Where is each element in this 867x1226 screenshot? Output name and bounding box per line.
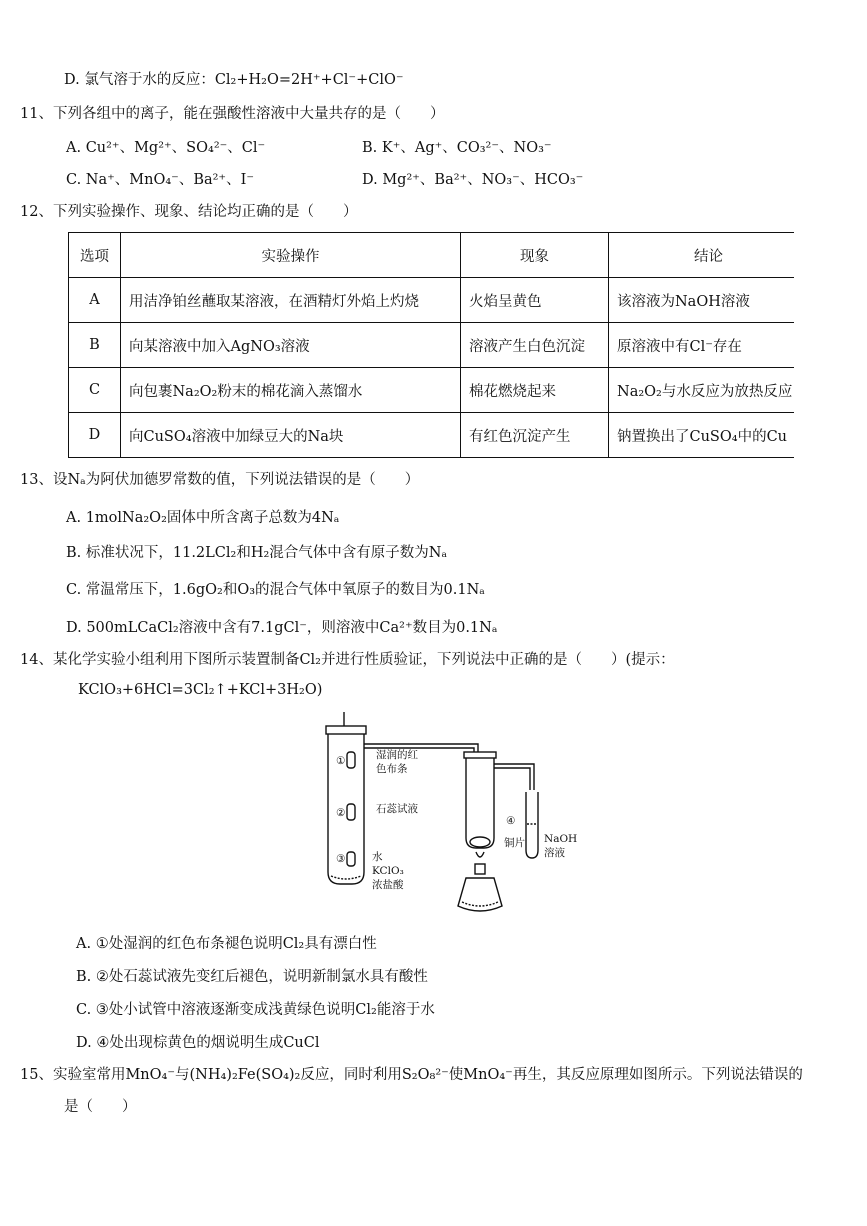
label-wet-cloth-1: 湿润的红 — [376, 749, 418, 761]
label-kclo3: KClO₃ — [372, 865, 404, 877]
label-wet-cloth-2: 色布条 — [376, 763, 408, 775]
q14-option-c: C. ③处小试管中溶液逐渐变成浅黄绿色说明Cl₂能溶于水 — [76, 1002, 435, 1018]
table-cell: 火焰呈黄色 — [461, 278, 609, 323]
table-cell: C — [69, 368, 121, 413]
label-4: ④ — [506, 815, 516, 827]
header-cell: 实验操作 — [121, 233, 461, 278]
table-row — [69, 368, 795, 413]
q14-stem-line2: KClO₃+6HCl=3Cl₂↑+KCl+3H₂O) — [78, 682, 323, 698]
q15-stem-line2: 是（ ） — [64, 1099, 137, 1115]
q11-option-b: B. K⁺、Ag⁺、CO₃²⁻、NO₃⁻ — [362, 140, 552, 156]
q11-option-d: D. Mg²⁺、Ba²⁺、NO₃⁻、HCO₃⁻ — [362, 172, 584, 188]
table-row — [69, 323, 795, 368]
label-litmus: 石蕊试液 — [376, 803, 418, 815]
q14-option-b: B. ②处石蕊试液先变红后褪色，说明新制氯水具有酸性 — [76, 969, 428, 985]
label-water: 水 — [372, 851, 383, 863]
q15-stem-line1: 15、实验室常用MnO₄⁻与(NH₄)₂Fe(SO₄)₂反应，同时利用S₂O₈²⁻使MnO₄⁻再生，其反应原理如图所示。下列说法错误的 — [20, 1067, 803, 1083]
q14-stem-line1: 14、某化学实验小组利用下图所示装置制备Cl₂并进行性质验证，下列说法中正确的是（ ）(提示： — [20, 652, 675, 668]
q12-stem: 12、下列实验操作、现象、结论均正确的是（ ） — [20, 204, 358, 220]
table-cell: A — [69, 278, 121, 323]
apparatus-diagram — [318, 712, 578, 926]
label-naoh: NaOH — [544, 833, 578, 845]
table-row — [69, 413, 795, 458]
table-cell: 用洁净铂丝蘸取某溶液，在酒精灯外焰上灼烧 — [121, 278, 461, 323]
q12-table — [68, 232, 794, 460]
table-cell: 向某溶液中加入AgNO₃溶液 — [121, 323, 461, 368]
q14-option-a: A. ①处湿润的红色布条褪色说明Cl₂具有漂白性 — [76, 936, 377, 952]
q13-option-c: C. 常温常压下，1.6gO₂和O₃的混合气体中氧原子的数目为0.1Nₐ — [66, 582, 485, 598]
table-cell: 向包裹Na₂O₂粉末的棉花滴入蒸馏水 — [121, 368, 461, 413]
q11-stem: 11、下列各组中的离子，能在强酸性溶液中大量共存的是（ ） — [20, 106, 445, 122]
label-solution: 溶液 — [544, 847, 565, 859]
table-cell: 向CuSO₄溶液中加绿豆大的Na块 — [121, 413, 461, 458]
q13-option-a: A. 1molNa₂O₂固体中所含离子总数为4Nₐ — [66, 510, 340, 526]
q11-option-c: C. Na⁺、MnO₄⁻、Ba²⁺、I⁻ — [66, 172, 254, 188]
q14-option-d: D. ④处出现棕黄色的烟说明生成CuCl — [76, 1035, 320, 1051]
table-cell: 原溶液中有Cl⁻存在 — [609, 323, 795, 368]
table-cell: 有红色沉淀产生 — [461, 413, 609, 458]
table-cell: 棉花燃烧起来 — [461, 368, 609, 413]
table-cell: 该溶液为NaOH溶液 — [609, 278, 795, 323]
table-cell: Na₂O₂与水反应为放热反应 — [609, 368, 795, 413]
table-header-row — [69, 233, 795, 278]
q13-stem: 13、设Nₐ为阿伏加德罗常数的值，下列说法错误的是（ ） — [20, 472, 420, 488]
table-row — [69, 278, 795, 323]
label-copper: 铜片 — [504, 837, 525, 849]
table-cell: 钠置换出了CuSO₄中的Cu — [609, 413, 795, 458]
header-cell: 选项 — [69, 233, 121, 278]
label-2: ② — [336, 807, 346, 819]
label-3: ③ — [336, 853, 346, 865]
header-cell: 结论 — [609, 233, 795, 278]
q13-option-b: B. 标准状况下，11.2LCl₂和H₂混合气体中含有原子数为Nₐ — [66, 545, 448, 561]
table-cell: D — [69, 413, 121, 458]
table-cell: B — [69, 323, 121, 368]
label-1: ① — [336, 755, 346, 767]
header-cell: 现象 — [461, 233, 609, 278]
q13-option-d: D. 500mLCaCl₂溶液中含有7.1gCl⁻，则溶液中Ca²⁺数目为0.1Nₐ — [66, 620, 498, 636]
table-cell: 溶液产生白色沉淀 — [461, 323, 609, 368]
q11-option-a: A. Cu²⁺、Mg²⁺、SO₄²⁻、Cl⁻ — [66, 140, 266, 156]
label-hcl: 浓盐酸 — [372, 879, 404, 891]
option-d-previous: D. 氯气溶于水的反应：Cl₂+H₂O=2H⁺+Cl⁻+ClO⁻ — [64, 72, 404, 88]
